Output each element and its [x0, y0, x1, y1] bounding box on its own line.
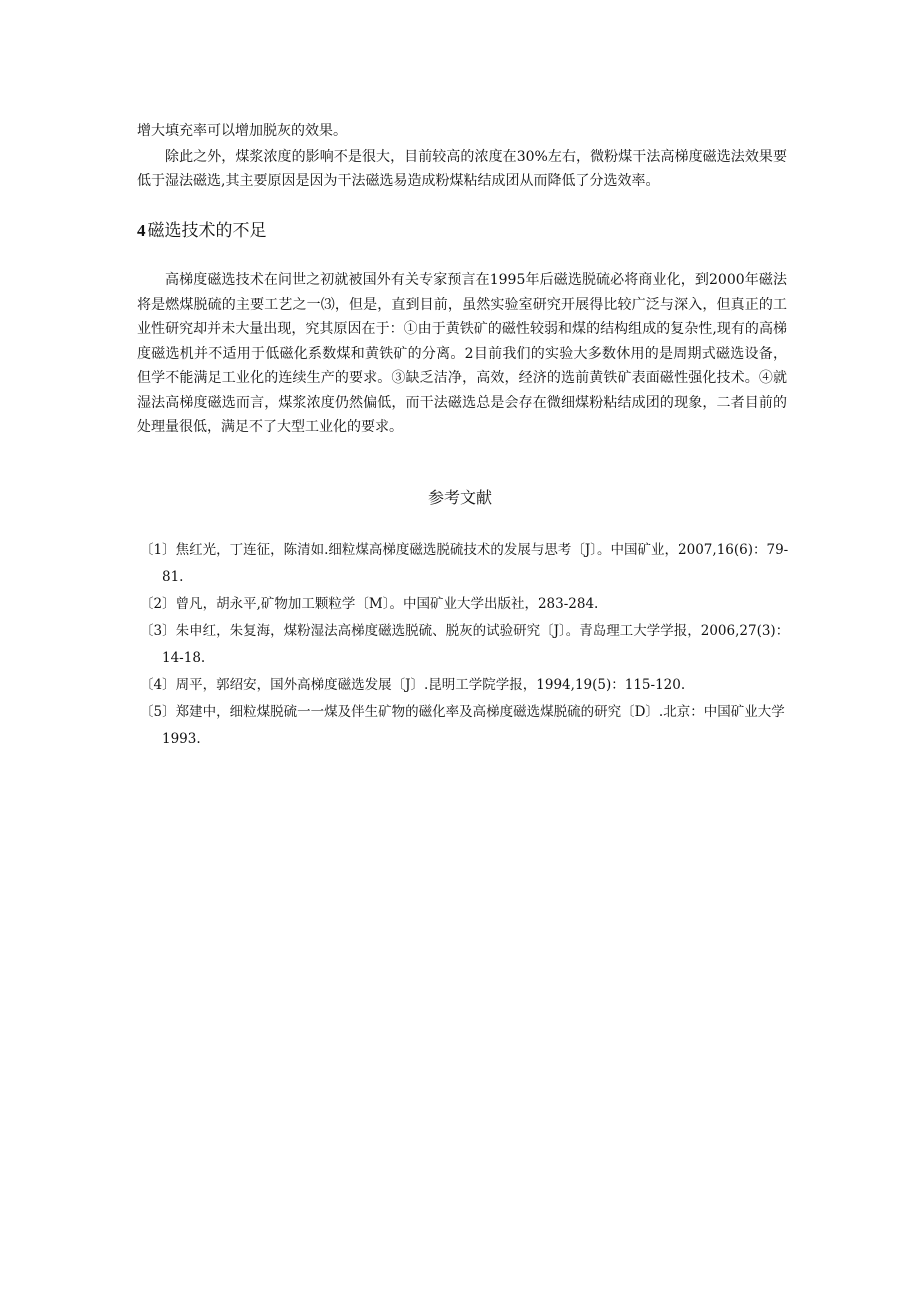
reference-list — [140, 537, 800, 753]
section-number: 4 — [137, 221, 146, 240]
section-paragraph: 高梯度磁选技术在问世之初就被国外有关专家预言在1995年后磁选脱硫必将商业化，到2000年磁法将是燃煤脱硫的主要工艺之一⑶，但是，直到目前，虽然实验室研究开展得比较广泛与深入，但真正的工业性研究却并未大量出现，究其原因在于：①由于黄铁矿的磁性较弱和煤的结构组成的复杂性,现有的高梯度磁选机并不适用于低磁化系数煤和黄铁矿的分离。2目前我们的实验大多数休用的是周期式磁选设备，但学不能满足工业化的连续生产的要求。③缺乏洁净，高效，经济的选前黄铁矿表面磁性强化技术。④就湿法高梯度磁选而言，煤浆浓度仍然偏低，而干法磁选总是会存在微细煤粉粘结成团的现象，二者目前的处理量很低，满足不了大型工业化的要求。 — [137, 272, 787, 435]
reference-item: 〔4〕周平，郭绍安，国外高梯度磁选发展〔J〕.昆明工学院学报，1994,19(5)：115-120. — [140, 677, 686, 693]
section-title: 磁选技术的不足 — [147, 221, 267, 241]
reference-item: 〔5〕郑建中，细粒煤脱硫一一煤及伴生矿物的磁化率及高梯度磁选煤脱硫的研究〔D〕.北京：中国矿业大学1993. — [140, 704, 785, 747]
body-paragraph-continued: 增大填充率可以增加脱灰的效果。 — [137, 123, 347, 139]
body-paragraph-concentration: 除此之外，煤浆浓度的影响不是很大，目前较高的浓度在30%左右，微粉煤干法高梯度磁选法效果要低于湿法磁选,其主要原因是因为干法磁选易造成粉煤粘结成团从而降低了分选效率。 — [137, 149, 787, 189]
reference-item: 〔2〕曾凡，胡永平,矿物加工颗粒学〔M〕。中国矿业大学出版社，283-284. — [140, 596, 599, 612]
references-title: 参考文献 — [427, 488, 492, 507]
section-heading — [137, 218, 267, 244]
reference-item: 〔1〕焦红光，丁连征，陈清如.细粒煤高梯度磁选脱硫技术的发展与思考〔J〕。中国矿业，2007,16(6)：79-81. — [140, 542, 789, 585]
reference-item: 〔3〕朱申红，朱复海，煤粉湿法高梯度磁选脱硫、脱灰的试验研究〔J〕。青岛理工大学学报，2006,27(3)：14-18. — [140, 623, 790, 666]
